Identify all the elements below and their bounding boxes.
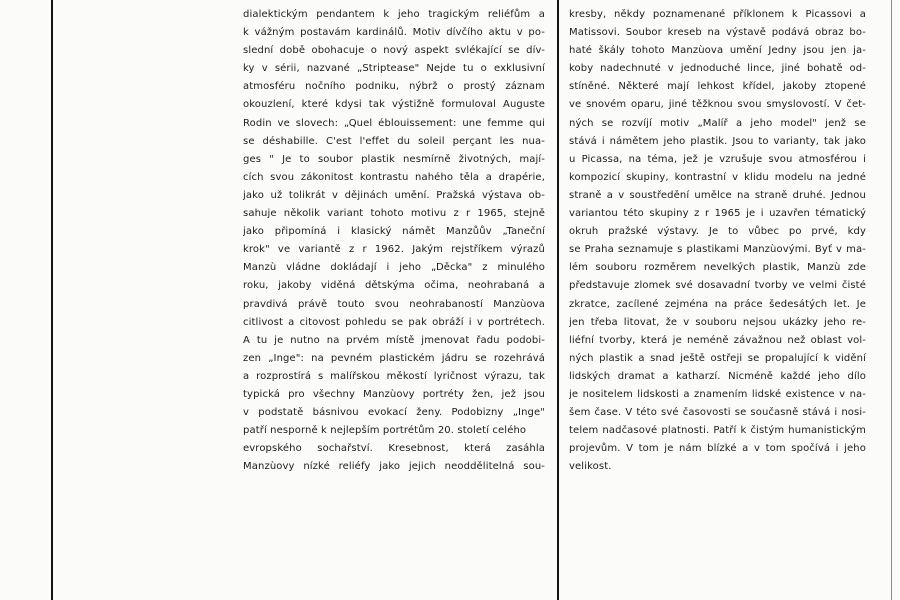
text-line: a rozprostírá s malířskou měkostí lyričnost výrazu, tak [243, 370, 545, 382]
text-line: u Picassa, na téma, jež je vzrušuje svou atmosférou i [569, 153, 866, 165]
text-column-left [243, 6, 545, 476]
text-line: Manzù vládne dokládají i jeho „Děcka" z minulého [243, 262, 545, 274]
text-line: haté škály tohoto Manzùova umění Jedny jsou jen ja- [569, 45, 866, 57]
text-line: jako připomíná i klasický námět Manzůův „Taneční [243, 226, 545, 238]
text-line: šem čase. V této své časovosti se současně stává i nosi- [569, 407, 866, 419]
text-line: pravdivá právě touto svou neohrabaností Manzùova [243, 298, 545, 310]
text-line: zen „Inge": na pevném plastickém jádru se rozehrává [243, 352, 545, 364]
text-line: cích svou zákonitost kontrastu nahého těla a drapérie, [243, 171, 545, 183]
text-line: lém souboru rozměrem nevelkých plastik, Manzù zde [569, 262, 866, 274]
text-line: je nositelem lidskosti a znamením lidské existence v na- [569, 388, 866, 400]
column-divider-rule [557, 0, 559, 600]
text-line: Manzùovy nízké reliéfy jako jejich neoddělitelná sou- [243, 461, 545, 473]
text-line: liéfní tvorby, která je neméně závažnou než oblast vol- [569, 334, 866, 346]
text-line: Matissovi. Soubor kreseb na výstavě podává obraz bo- [569, 27, 866, 39]
text-line: stíněné. Některé mají lehkost křídel, jakoby ztopené [569, 81, 866, 93]
text-line: ve snovém oparu, jiné těžknou svou smyslovostí. V čet- [569, 99, 866, 111]
text-line: patří nesporně k nejlepším portrétům 20. století celého [243, 425, 527, 437]
text-line: lidských dramat a katharzí. Nicméně každé jeho dílo [569, 370, 866, 382]
text-line: v podstatě básnivou evokací ženy. Podobizny „Inge" [243, 407, 545, 419]
text-line: A tu je nutno na prvém místě jmenovat řadu podobi- [243, 334, 545, 346]
text-line: představuje zlomek své dosavadní tvorby ve velmi čisté [569, 280, 866, 292]
text-line: atmosféru nočního podniku, nýbrž o prostý záznam [243, 81, 545, 93]
text-line: projevům. V tom je nám blízké a v tom spočívá i jeho [569, 443, 866, 455]
text-line: telem nadčasové platnosti. Patří k čistým humanistickým [569, 425, 866, 437]
text-line: koby nadechnuté v jednoduché lince, jiné bohatě od- [569, 63, 866, 75]
text-column-right [569, 6, 866, 476]
text-line: okouzlení, které kdysi tak výstižně formuloval Auguste [243, 99, 545, 111]
text-line: slední době obohacuje o nový aspekt svlékající se dív- [243, 45, 545, 57]
text-line: variantou této skupiny z r 1965 je i uzavřen tématický [569, 208, 866, 220]
text-line: krok" ve variantě z r 1962. Jakým rejstříkem výrazů [243, 244, 545, 256]
text-line: kresby, někdy poznamenané příklonem k Picassovi a [569, 9, 866, 20]
text-line: ných plastik a snad ještě ostřeji se propalující k vidění [569, 352, 866, 364]
text-line: ges " Je to soubor plastik nesmírně životných, mají- [243, 153, 545, 165]
text-line: roku, jakoby viděná dětskýma očima, neohrabaná a [243, 280, 545, 292]
text-line: kompozicí skupiny, kontrastní v klidu modelu na jedné [569, 171, 866, 183]
text-line: evropského sochařství. Kresebnost, která zasáhla [243, 443, 545, 455]
text-line: jako už tolikrát v dějinách umění. Pražská výstava ob- [243, 189, 545, 201]
text-line: typická pro všechny Manzùovy portréty žen, jež jsou [243, 388, 545, 400]
text-line: Rodin ve slovech: „Quel éblouissement: une femme qui [243, 117, 545, 129]
text-line: stává i námětem jeho plastik. Jsou to varianty, tak jako [569, 135, 866, 147]
text-line: dialektickým pendantem k jeho tragickým reliéfům a [243, 9, 545, 20]
text-line: straně a v soustředění umělce na straně druhé. Jednou [569, 189, 866, 201]
text-line: zkratce, zacílené zejména na práce šedesátých let. Je [569, 298, 866, 310]
text-line: okruh pražské výstavy. Je to vůbec po prvé, kdy [569, 226, 866, 238]
text-line: ných se rozvíjí motiv „Malíř a jeho model" jenž se [569, 117, 866, 129]
text-line: k vážným postavám kardinálů. Motiv dívčího aktu v po- [243, 27, 545, 39]
left-margin-rule [51, 0, 53, 600]
right-edge-rule [891, 0, 892, 600]
text-line: sahuje několik variant tohoto motivu z r 1965, stejně [243, 208, 545, 220]
text-line: citlivost a citovost pohledu se pak obráží i v portrétech. [243, 316, 545, 328]
text-line: velikost. [569, 461, 612, 473]
text-line: se déshabille. C'est l'effet du soleil perçant les nua- [243, 135, 545, 147]
text-line: se Praha seznamuje s plastikami Manzùovými. Byť v ma- [569, 244, 866, 256]
text-line: ky v sérii, nazvané „Striptease" Nejde tu o exklusivní [243, 63, 545, 75]
text-line: jen třeba litovat, že v souboru nejsou ukázky jeho re- [569, 316, 866, 328]
